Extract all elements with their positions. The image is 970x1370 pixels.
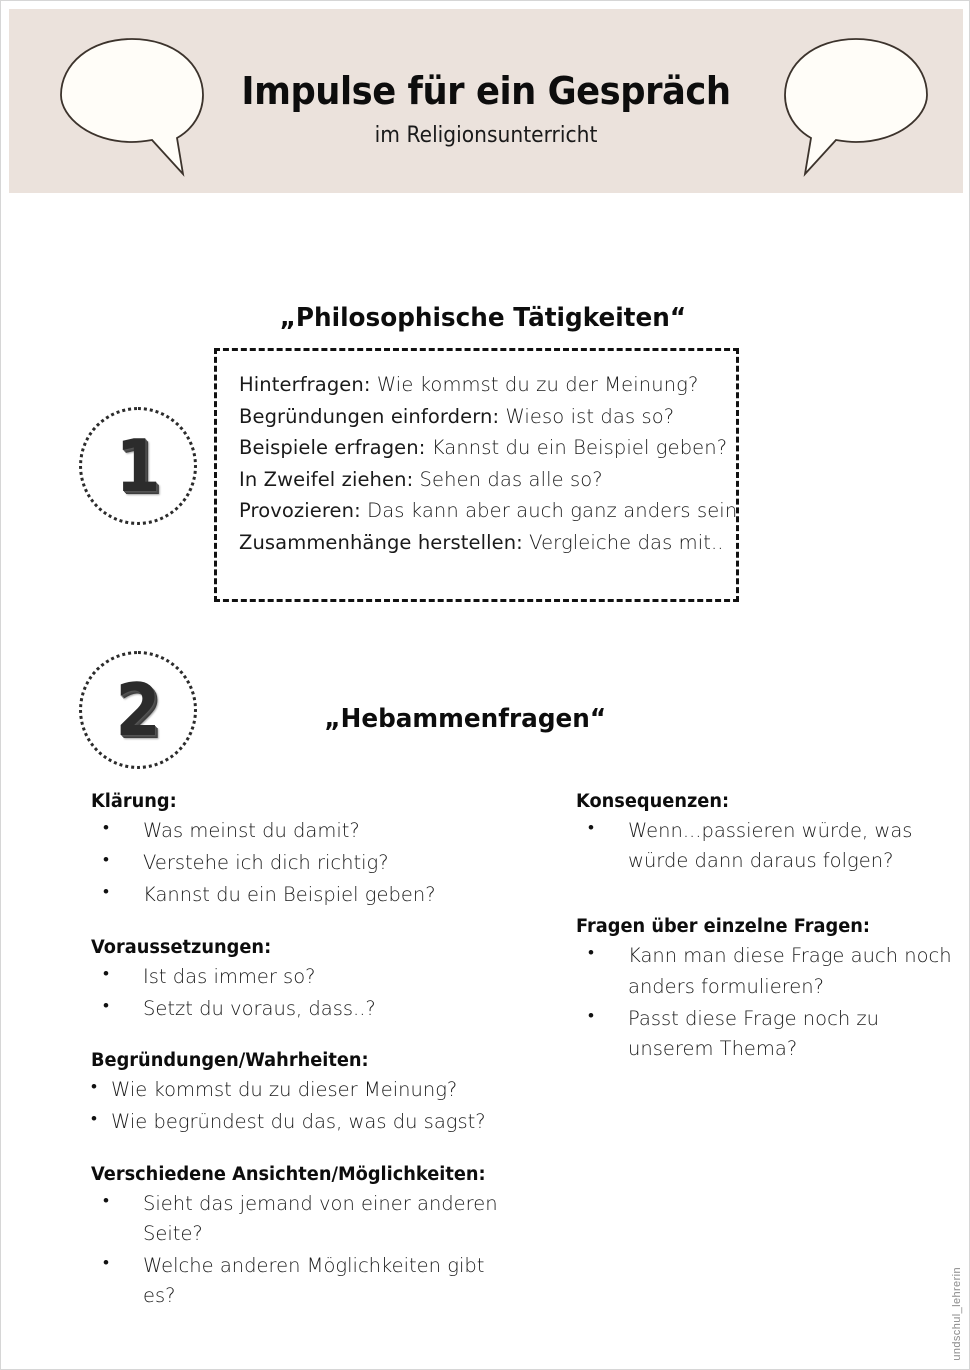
list-item: • Wie kommst du zu dieser Meinung?: [91, 1075, 511, 1105]
group-klaerung: [91, 791, 511, 911]
watermark-credit: undschul_lehrerin: [951, 1267, 963, 1361]
list-item: • Wenn...passieren würde, was würde dann daraus folgen?: [576, 816, 970, 876]
hebammenfragen-left-column: [91, 791, 511, 1337]
group-verschiedene-ansichten: [91, 1164, 511, 1312]
box-line: In Zweifel ziehen: Sehen das alle so?: [239, 467, 603, 491]
list-item: • Wie begründest du das, was du sagst?: [91, 1107, 511, 1137]
list-item: • Ist das immer so?: [91, 962, 511, 992]
section-heading-1: „Philosophische Tätigkeiten“: [279, 303, 687, 333]
section-number-2: 2: [115, 668, 161, 752]
box-line: Begründungen einfordern: Wieso ist das so?: [239, 404, 675, 428]
group-title: Klärung:: [91, 791, 177, 812]
list-item: • Passt diese Frage noch zu unserem Thema?: [576, 1004, 970, 1064]
group-items: [91, 1075, 511, 1137]
box-line: Zusammenhänge herstellen: Vergleiche das mit..: [239, 530, 724, 554]
list-item: • Setzt du voraus, dass..?: [91, 994, 511, 1024]
group-voraussetzungen: [91, 937, 511, 1024]
list-item: • Kannst du ein Beispiel geben?: [91, 880, 511, 910]
section-number-1: 1: [115, 424, 161, 508]
group-title: Verschiedene Ansichten/Möglichkeiten:: [91, 1163, 486, 1185]
speech-bubble-icon-left: [57, 33, 207, 165]
group-title: Begründungen/Wahrheiten:: [91, 1050, 369, 1072]
page-subtitle: im Religionsunterricht: [374, 122, 598, 148]
list-item: • Sieht das jemand von einer anderen Seite?: [91, 1189, 511, 1249]
group-title: Fragen über einzelne Fragen:: [576, 916, 871, 938]
group-items: [576, 816, 970, 876]
group-title: Voraussetzungen:: [91, 936, 272, 958]
group-items: [576, 941, 970, 1064]
group-begruendungen-wahrheiten: [91, 1050, 511, 1137]
header-banner: [9, 9, 963, 193]
box-line: Beispiele erfragen: Kannst du ein Beispiel geben?: [239, 436, 728, 460]
philosophische-taetigkeiten-box: [214, 348, 739, 602]
section-heading-2: „Hebammenfragen“: [324, 704, 607, 734]
group-items: [91, 816, 511, 911]
group-fragen-ueber-einzelne-fragen: [576, 916, 970, 1064]
group-items: [91, 962, 511, 1024]
philosophische-taetigkeiten-list: [239, 369, 738, 558]
section-number-badge-2: [79, 651, 197, 769]
group-title: Konsequenzen:: [576, 791, 730, 812]
group-items: [91, 1189, 511, 1312]
box-line: Provozieren: Das kann aber auch ganz anders sein: [239, 499, 738, 523]
list-item: • Welche anderen Möglichkeiten gibt es?: [91, 1251, 511, 1311]
list-item: • Verstehe ich dich richtig?: [91, 848, 511, 878]
group-konsequenzen: [576, 791, 970, 876]
box-line: Hinterfragen: Wie kommst du zu der Meinung?: [239, 373, 699, 396]
hebammenfragen-right-column: [576, 791, 970, 1090]
section-number-badge-1: [79, 407, 197, 525]
page-title: Impulse für ein Gespräch: [241, 68, 731, 113]
speech-bubble-icon-right: [781, 33, 931, 165]
list-item: • Kann man diese Frage auch noch anders formulieren?: [576, 941, 970, 1001]
list-item: • Was meinst du damit?: [91, 816, 511, 846]
